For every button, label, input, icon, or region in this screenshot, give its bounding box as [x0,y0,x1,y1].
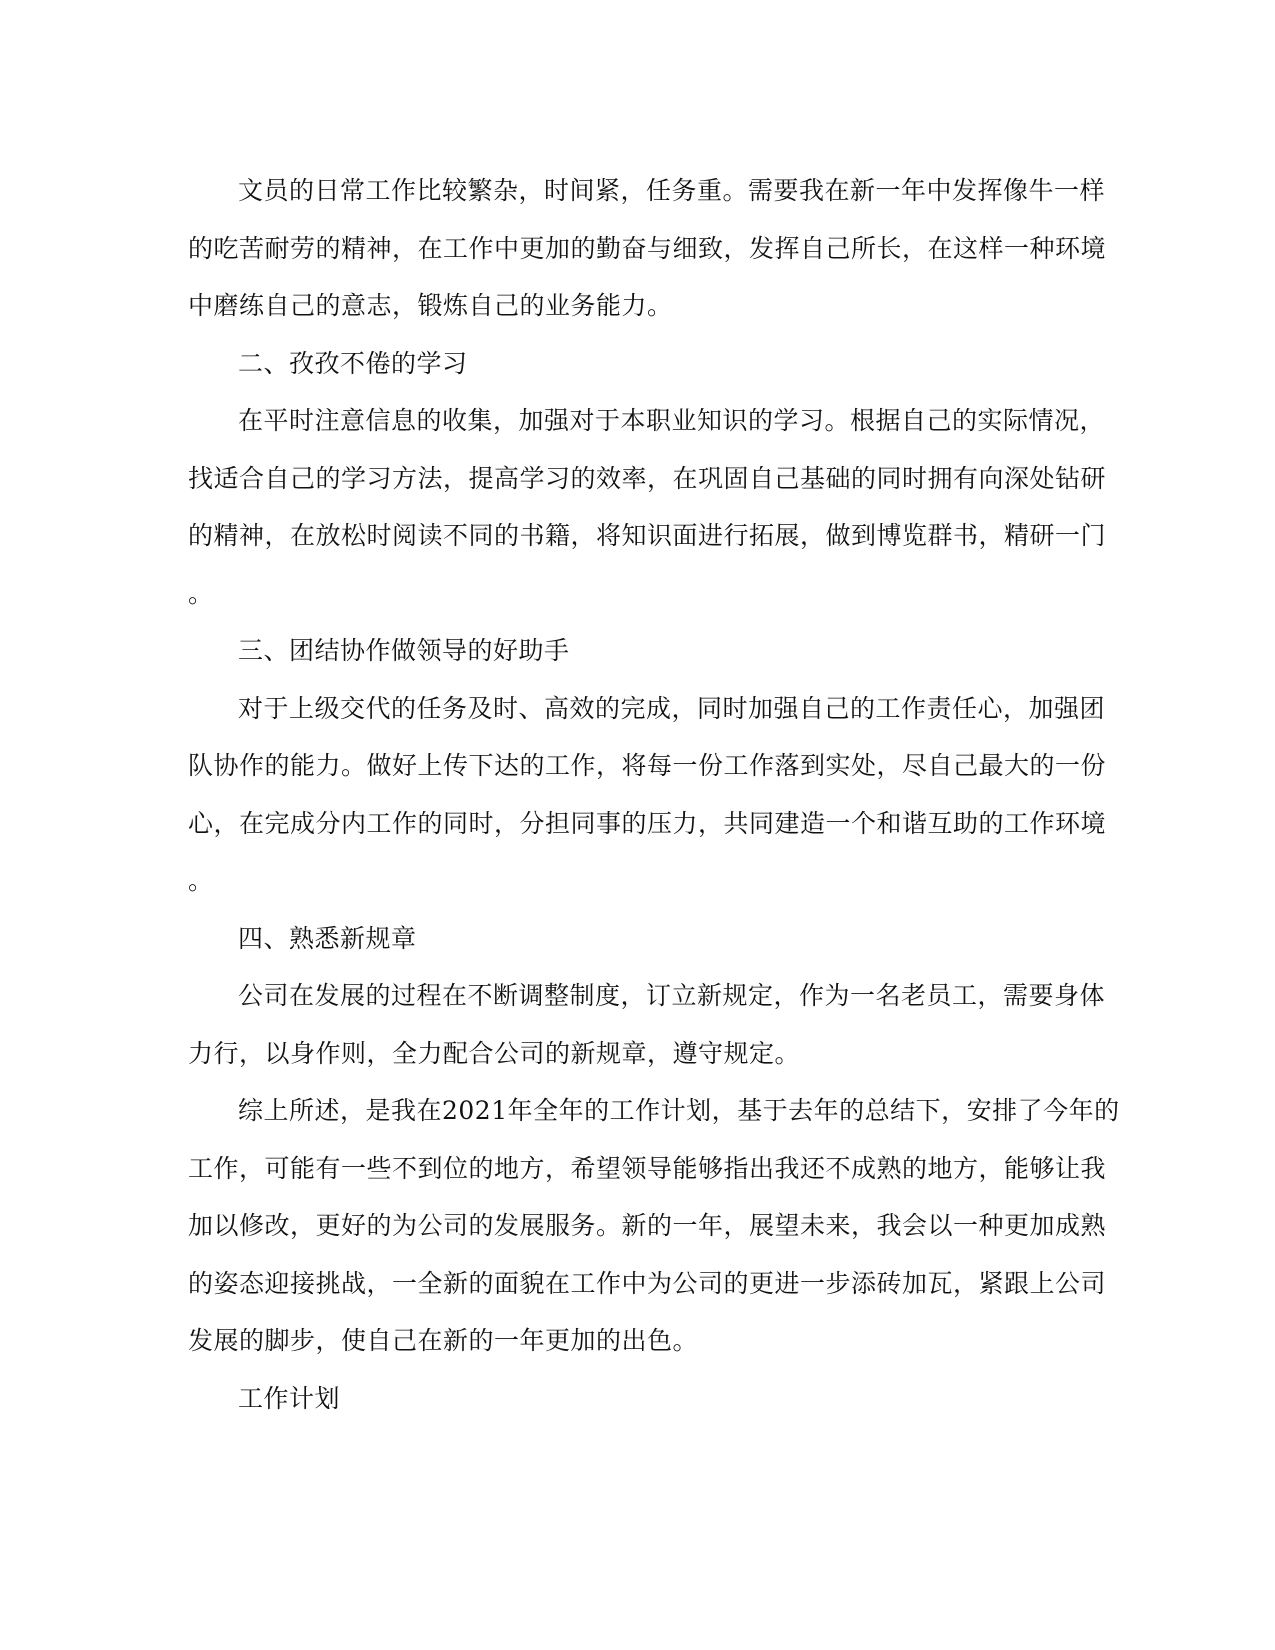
section-heading: 二、孜孜不倦的学习 [238,348,468,378]
paragraph-summary [188,1082,1120,1370]
text-line: 。 [188,578,214,608]
text-line: 文员的日常工作比较繁杂，时间紧，任务重。需要我在新一年中发挥像牛一样 [238,176,1106,205]
text-line: 中磨练自己的意志，锻炼自己的业务能力。 [188,291,673,320]
text-line: 力行，以身作则，全力配合公司的新规章，遵守规定。 [188,1038,801,1068]
text-line: 的精神，在放松时阅读不同的书籍，将知识面进行拓展，做到博览群书，精研一门 [188,521,1107,550]
text-line: 找适合自己的学习方法，提高学习的效率，在巩固自己基础的同时拥有向深处钻研 [188,463,1107,493]
text-line: 在平时注意信息的收集，加强对于本职业知识的学习。根据自己的实际情况， [238,406,1106,435]
paragraph-daily-work [188,162,1107,335]
text-line: 加以修改，更好的为公司的发展服务。新的一年，展望未来，我会以一种更加成熟 [188,1211,1107,1240]
text-line: 。 [188,866,214,895]
text-line: 对于上级交代的任务及时、高效的完成，同时加强自己的工作责任心，加强团 [238,693,1106,723]
text-line: 心，在完成分内工作的同时，分担同事的压力，共同建造一个和谐互助的工作环境 [188,808,1107,838]
section-heading-work-plan [188,1370,1088,1428]
paragraph-teamwork [188,680,1107,910]
text-line: 的姿态迎接挑战，一全新的面貌在工作中为公司的更进一步添砖加瓦，紧跟上公司 [188,1268,1107,1298]
paragraph-study [188,392,1107,622]
section-heading-study [188,335,1088,393]
section-heading: 工作计划 [238,1383,341,1413]
section-heading: 四、熟悉新规章 [238,923,417,953]
section-heading-teamwork [188,622,1088,680]
text-line: 综上所述，是我在2021年全年的工作计划，基于去年的总结下，安排了今年的 [238,1096,1120,1125]
text-line: 队协作的能力。做好上传下达的工作，将每一份工作落到实处，尽自己最大的一份 [188,751,1107,780]
paragraph-regulations [188,967,1106,1082]
text-line: 发展的脚步，使自己在新的一年更加的出色。 [188,1326,699,1355]
section-heading: 三、团结协作做领导的好助手 [238,636,570,665]
text-line: 的吃苦耐劳的精神，在工作中更加的勤奋与细致，发挥自己所长，在这样一种环境 [188,233,1107,263]
text-line: 工作，可能有一些不到位的地方，希望领导能够指出我还不成熟的地方，能够让我 [188,1153,1107,1183]
text-line: 公司在发展的过程在不断调整制度，订立新规定，作为一名老员工，需要身体 [238,981,1106,1010]
section-heading-regulations [188,910,1088,968]
document-body [188,162,1120,1427]
